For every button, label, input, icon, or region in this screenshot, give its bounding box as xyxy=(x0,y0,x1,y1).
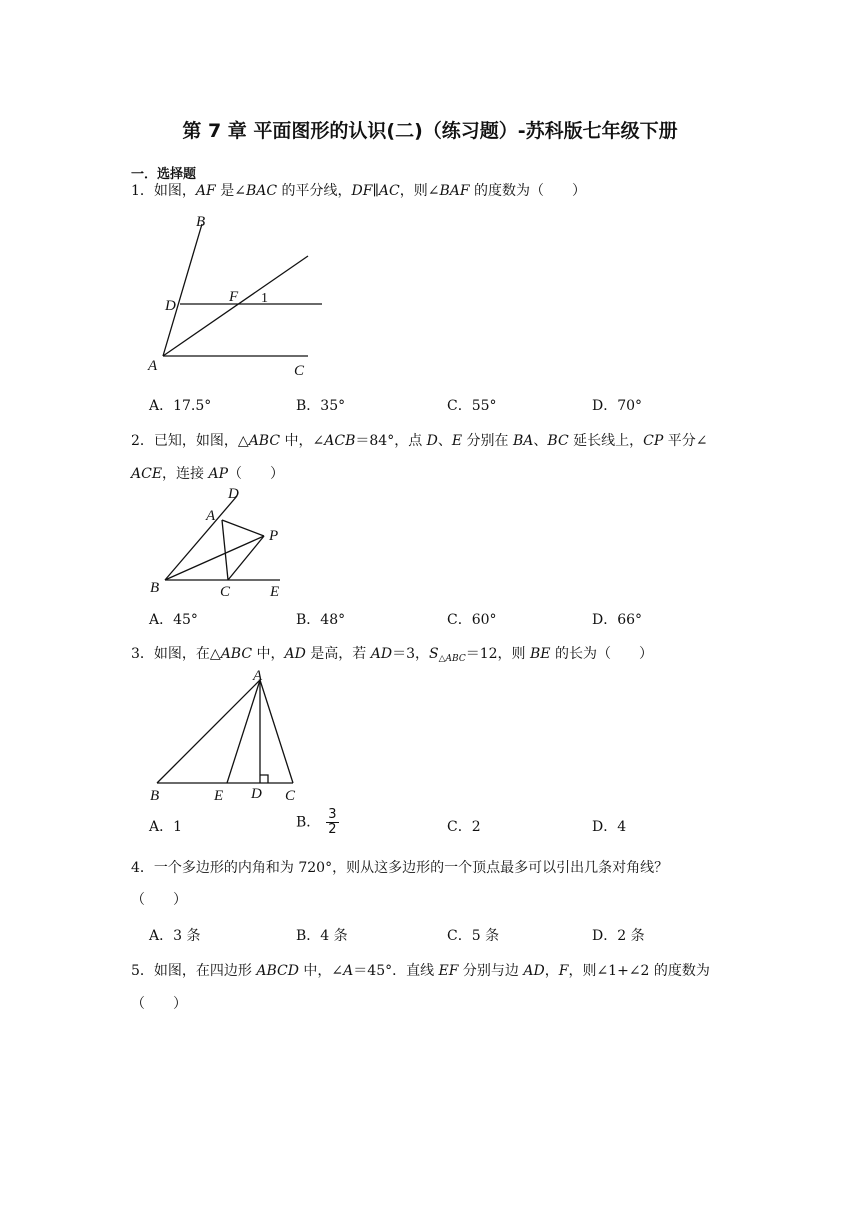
q3-option-c[interactable]: C．2 xyxy=(447,819,481,835)
question-1-figure xyxy=(140,206,340,386)
question-2-text-line-2: ACE，连接 AP（ ） xyxy=(131,466,285,482)
question-2-text-line-1: 2．已知，如图，△ABC 中，∠ACB＝84°，点 D、E 分别在 BA、BC 延长线上，CP 平分∠ xyxy=(131,433,708,449)
label-c: C xyxy=(294,363,305,379)
q2-option-c[interactable]: C．60° xyxy=(447,612,497,628)
q3-option-d[interactable]: D．4 xyxy=(592,819,627,835)
segment-ab xyxy=(157,680,260,783)
section-heading: 一．选择题 xyxy=(131,167,197,182)
label-a: A xyxy=(206,508,216,524)
segment-bp xyxy=(165,536,264,580)
segment-ae xyxy=(227,680,260,783)
question-3-text: 3．如图，在△ABC 中，AD 是高，若 AD＝3，$S_{\triangle ABC}=12$，则 BE 的长为（ ） xyxy=(131,646,653,664)
label-f: F xyxy=(229,289,239,305)
q4-option-b[interactable]: B．4 条 xyxy=(296,928,348,944)
question-4-text-line-1: 4．一个多边形的内角和为 720°，则从这多边形的一个顶点最多可以引出几条对角线？ xyxy=(131,860,669,876)
segment-ac xyxy=(222,520,228,580)
segment-ap xyxy=(222,520,264,536)
ray-ab xyxy=(163,224,202,356)
ray-af xyxy=(163,256,308,356)
question-1-text: 1．如图，AF 是∠BAC 的平分线，DF∥AC，则∠BAF 的度数为（ ） xyxy=(131,183,587,199)
question-4-text-line-2: （ ） xyxy=(131,892,187,908)
q1-option-a[interactable]: A．17.5° xyxy=(149,398,212,414)
label-p: P xyxy=(269,528,279,544)
label-angle-1: 1 xyxy=(261,291,268,306)
question-5-text-line-2: （ ） xyxy=(131,996,187,1012)
question-2-figure xyxy=(140,484,310,604)
segment-ac xyxy=(260,680,293,783)
q4-option-c[interactable]: C．5 条 xyxy=(447,928,500,944)
q2-option-a[interactable]: A．45° xyxy=(149,612,198,628)
q2-option-d[interactable]: D．66° xyxy=(592,612,643,628)
q4-option-d[interactable]: D．2 条 xyxy=(592,928,645,944)
label-c: C xyxy=(285,788,296,804)
label-d: D xyxy=(228,486,239,502)
label-a: A xyxy=(148,358,158,374)
q1-option-b[interactable]: B．35° xyxy=(296,398,346,414)
q3-option-b[interactable]: B． $\frac{3}{2}$ xyxy=(296,807,337,837)
q2-option-b[interactable]: B．48° xyxy=(296,612,346,628)
q4-option-a[interactable]: A．3 条 xyxy=(149,928,201,944)
right-angle-mark xyxy=(260,775,268,783)
question-3-figure xyxy=(140,662,310,807)
q3-option-a[interactable]: A．1 xyxy=(149,819,183,835)
label-b: B xyxy=(150,580,160,596)
label-e: E xyxy=(214,788,224,804)
question-5-text-line-1: 5．如图，在四边形 ABCD 中，∠A＝45°．直线 EF 分别与边 AD，F，则∠1+∠2 的度数为 xyxy=(131,963,710,979)
label-c: C xyxy=(220,584,231,600)
label-a: A xyxy=(253,668,263,684)
q1-option-c[interactable]: C．55° xyxy=(447,398,497,414)
segment-pc xyxy=(228,536,264,580)
label-d: D xyxy=(165,298,176,314)
label-b: B xyxy=(196,214,206,230)
q1-option-d[interactable]: D．70° xyxy=(592,398,643,414)
page-title: 第 7 章 平面图形的认识(二)（练习题）-苏科版七年级下册 xyxy=(182,120,678,142)
fraction-three-halves: $\frac{3}{2}$ xyxy=(328,807,337,837)
label-d: D xyxy=(251,786,262,802)
label-e: E xyxy=(270,584,280,600)
label-b: B xyxy=(150,788,160,804)
